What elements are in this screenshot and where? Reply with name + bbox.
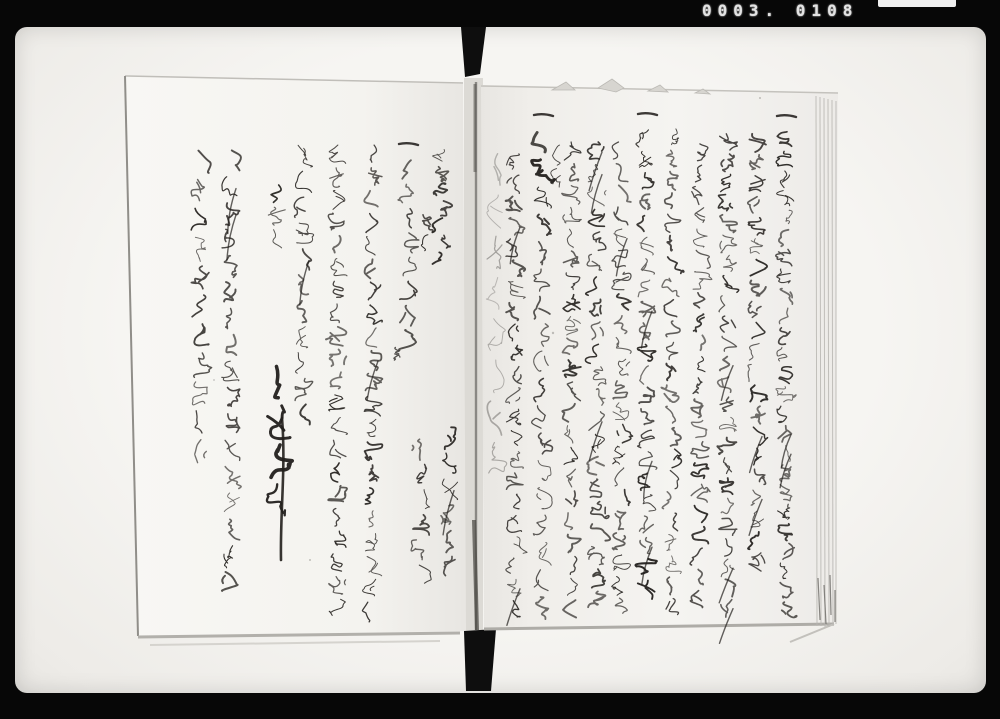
frame-counter: 0003. 0108 [702,1,859,20]
book-left-page [125,76,466,636]
left-under-sheet-edge [150,641,440,645]
right-under-sheet-edge [790,624,834,642]
binding-wedge-bottom [464,629,496,691]
binding-wedge-top [461,27,486,77]
